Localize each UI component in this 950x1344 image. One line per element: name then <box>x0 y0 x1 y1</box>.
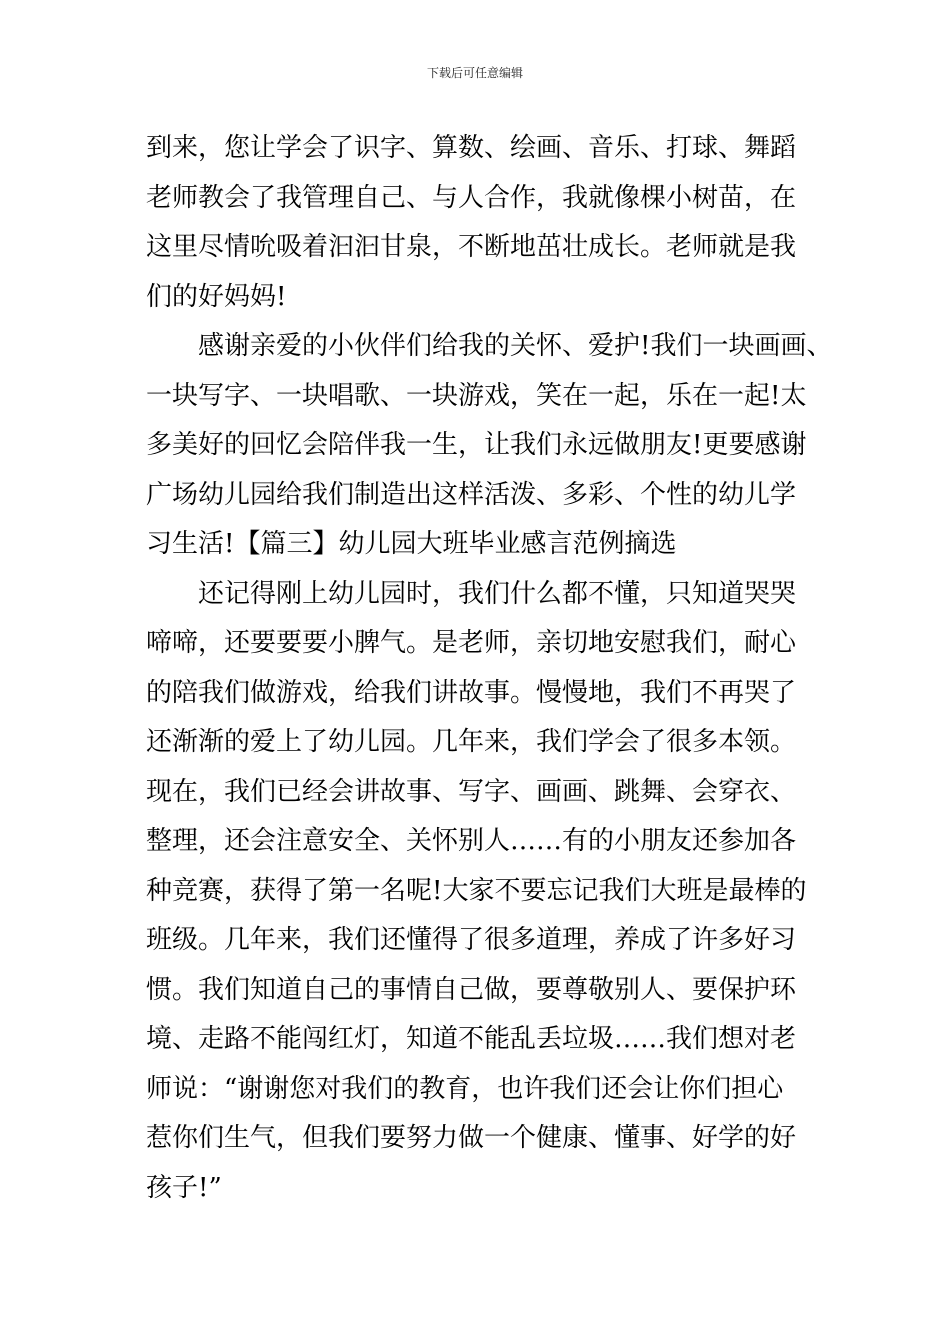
text-line: 班级。几年来，我们还懂得了很多道理，养成了许多好习 <box>146 925 797 955</box>
text-line: 种竞赛，获得了第一名呢!大家不要忘记我们大班是最棒的 <box>146 875 807 906</box>
text-line: 习生活!【篇三】幼儿园大班毕业感言范例摘选 <box>146 529 677 559</box>
text-line: 的陪我们做游戏，给我们讲故事。慢慢地，我们不再哭了 <box>146 677 797 708</box>
paragraph-first-line: 感谢亲爱的小伙伴们给我的关怀、爱护!我们一块画画、 <box>198 331 833 361</box>
text-line: 多美好的回忆会陪伴我一生，让我们永远做朋友!更要感谢 <box>146 430 807 460</box>
text-line: 们的好妈妈! <box>146 281 287 312</box>
text-line: 现在，我们已经会讲故事、写字、画画、跳舞、会穿衣、 <box>146 776 797 807</box>
text-line: 师说：“谢谢您对我们的教育，也许我们还会让你们担心 <box>146 1073 784 1104</box>
text-line: 整理，还会注意安全、关怀别人……有的小朋友还参加各 <box>146 826 797 856</box>
text-line: 境、走路不能闯红灯，知道不能乱丢垃圾……我们想对老 <box>146 1024 797 1054</box>
text-line: 到来，您让学会了识字、算数、绘画、音乐、打球、舞蹈 <box>146 133 797 163</box>
paragraph-first-line: 还记得刚上幼儿园时，我们什么都不懂，只知道哭哭 <box>198 578 797 609</box>
text-line: 还渐渐的爱上了幼儿园。几年来，我们学会了很多本领。 <box>146 727 797 757</box>
text-line: 广场幼儿园给我们制造出这样活泼、多彩、个性的幼儿学 <box>146 479 797 510</box>
document-body <box>146 124 833 1213</box>
page-header-note: 下载后可任意编辑 <box>426 66 523 80</box>
text-line: 孩子!” <box>146 1172 222 1203</box>
text-line: 老师教会了我管理自己、与人合作，我就像棵小树苗，在 <box>146 182 797 213</box>
text-line: 惹你们生气，但我们要努力做一个健康、懂事、好学的好 <box>146 1123 797 1153</box>
text-line: 一块写字、一块唱歌、一块游戏，笑在一起，乐在一起!太 <box>146 380 807 411</box>
text-line: 这里尽情吮吸着汩汩甘泉，不断地茁壮成长。老师就是我 <box>146 232 797 262</box>
text-line: 惯。我们知道自己的事情自己做，要尊敬别人、要保护环 <box>146 974 797 1005</box>
text-line: 啼啼，还要要要小脾气。是老师，亲切地安慰我们，耐心 <box>146 628 797 658</box>
